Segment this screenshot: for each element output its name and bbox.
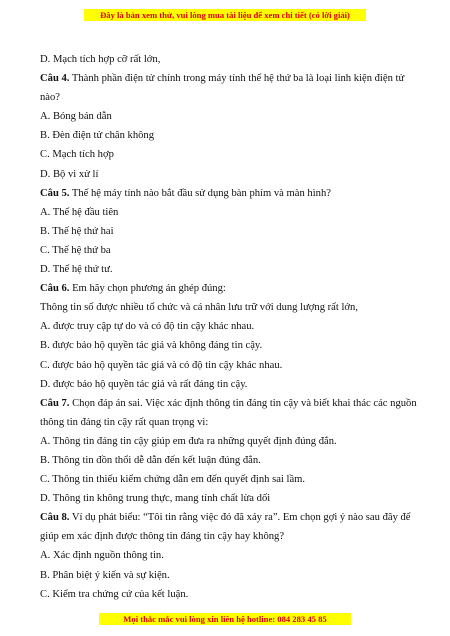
preview-notice-banner: Đây là bản xem thử, vui lòng mua tài liệu để xem chi tiết (có lời giải) (84, 9, 366, 21)
answer-option: C. Kiểm tra chứng cứ của kết luận. (40, 588, 189, 600)
question-5 (40, 184, 424, 203)
document-body (40, 50, 424, 604)
answer-option: D. được bảo hộ quyền tác giả và rất đáng tin cậy. (40, 378, 248, 390)
question-8 (40, 508, 424, 546)
answer-option: D. Thông tin không trung thực, mang tính chất lừa dối (40, 493, 271, 505)
answer-option: D. Bộ vi xử lí (40, 168, 99, 180)
question-label: Câu 4. (40, 73, 70, 85)
answer-option: A. Thông tin đáng tin cậy giúp em đưa ra những quyết định đúng đắn. (40, 435, 337, 447)
question-text: Thành phần điện tử chính trong máy tính thế hệ thứ ba là loại linh kiện điện tử nào? (40, 73, 405, 104)
question-text: Em hãy chọn phương án ghép đúng: (69, 283, 226, 295)
question-text: Chọn đáp án sai. Việc xác định thông tin đáng tin cậy và biết khai thác các nguồn thông tin đáng tin cậy rất quan trọng vì: (40, 397, 417, 428)
question-6 (40, 279, 424, 298)
answer-option: D. Thế hệ thứ tư. (40, 264, 113, 276)
answer-option: B. được bảo hộ quyền tác giả và không đáng tin cậy. (40, 340, 263, 352)
question-7 (40, 394, 424, 432)
answer-option: B. Thông tin đồn thổi dễ dẫn đến kết luận đúng đắn. (40, 454, 261, 466)
answer-option: A. Thế hệ đầu tiên (40, 206, 119, 218)
question-label: Câu 8. (40, 512, 70, 524)
question-stem: Thông tin số được nhiều tổ chức và cá nhân lưu trữ với dung lượng rất lớn, (40, 302, 358, 314)
question-4 (40, 69, 424, 107)
question-label: Câu 7. (40, 397, 70, 409)
answer-option: C. Mạch tích hợp (40, 149, 114, 161)
answer-option: D. Mạch tích hợp cỡ rất lớn, (40, 54, 161, 65)
answer-option: B. Phân biệt ý kiến và sự kiện. (40, 569, 170, 581)
answer-option: C. Thế hệ thứ ba (40, 244, 111, 256)
question-label: Câu 6. (40, 283, 70, 295)
answer-option: B. Đèn điện tử chân không (40, 130, 155, 142)
answer-option: C. Thông tin thiếu kiểm chứng dẫn em đến quyết định sai lầm. (40, 474, 306, 486)
answer-option: A. Bóng bán dẫn (40, 111, 112, 123)
question-text: Thế hệ máy tính nào bắt đầu sử dụng bàn phím và màn hình? (69, 187, 331, 199)
answer-option: A. được truy cập tự do và có độ tin cậy khác nhau. (40, 321, 255, 333)
answer-option: B. Thế hệ thứ hai (40, 225, 114, 237)
hotline-banner: Mọi thắc mắc vui lòng xin liên hệ hotline: 084 283 45 85 (99, 613, 351, 625)
question-text: Ví dụ phát biểu: “Tôi tin rằng việc đó đã xảy ra”. Em chọn gợi ý nào sau đây để giúp em xác định được thông tin đáng tin cậy hay không? (40, 512, 411, 543)
answer-option: A. Xác định nguồn thông tin. (40, 550, 164, 562)
answer-option: C. được bảo hộ quyền tác giả và có độ tin cậy khác nhau. (40, 359, 283, 371)
question-label: Câu 5. (40, 187, 70, 199)
